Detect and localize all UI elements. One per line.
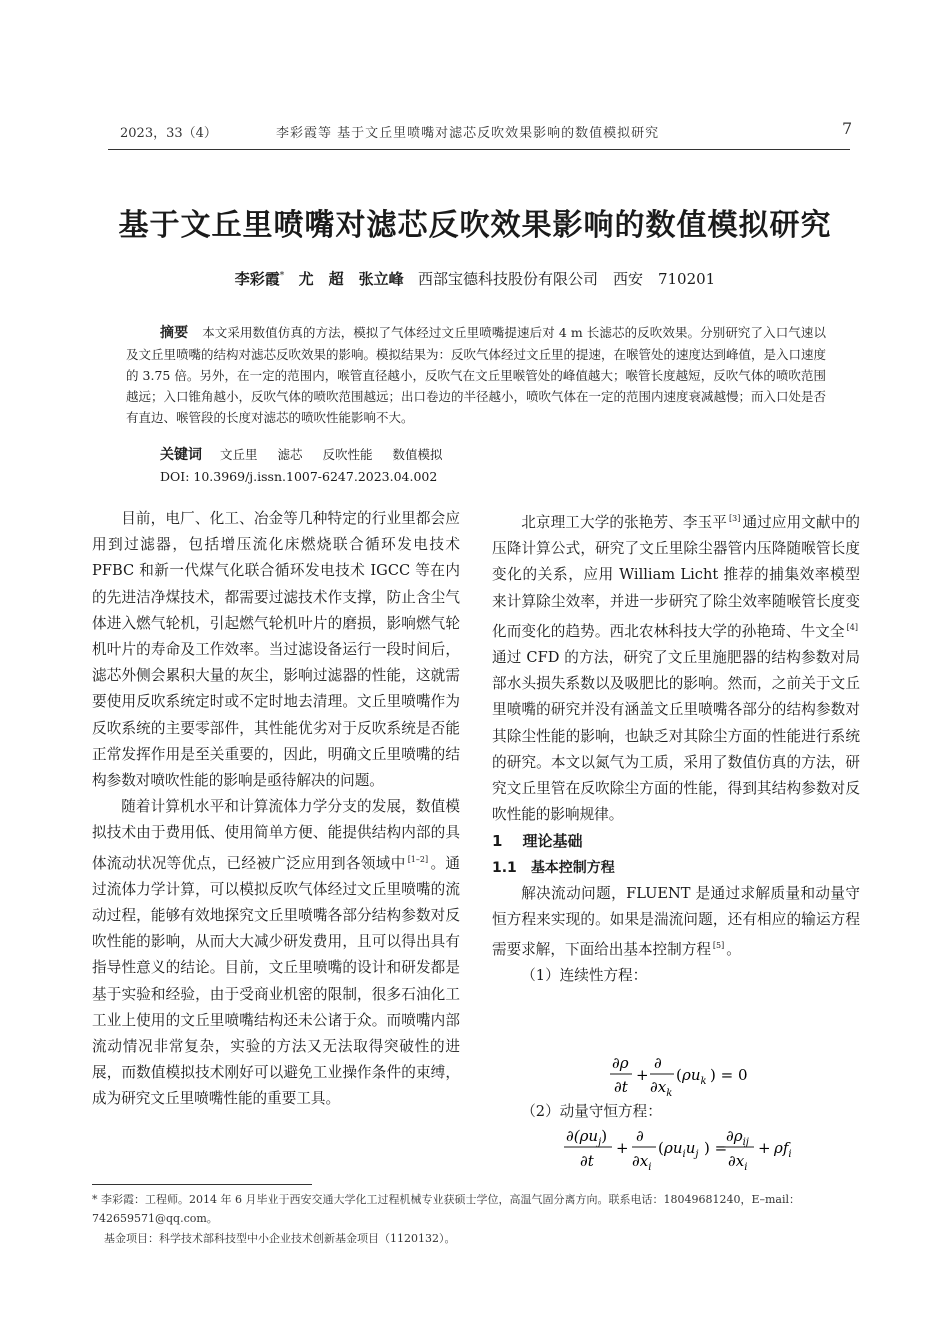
section-number: 1 — [492, 832, 503, 851]
svg-text:+: + — [758, 1139, 771, 1157]
first-author: 李彩霞 — [234, 270, 280, 288]
svg-text:(: ( — [658, 1139, 664, 1157]
header-rule — [108, 149, 850, 150]
article-title: 基于文丘里喷嘴对滤芯反吹效果影响的数值模拟研究 — [118, 208, 832, 243]
abstract — [126, 322, 826, 428]
paragraph-text: 通过应用文献中的压降计算公式，研究了文丘里除尘器管内压降随喉管长度变化的关系，应用 William Licht 推荐的捕集效率模型来计算除尘效率，并进一步研究了除尘效率随喉管长度变化而变化的趋势。西北农林科技大学的孙艳琦、牛文全 — [492, 514, 860, 640]
running-title: 李彩霞等 基于文丘里喷嘴对滤芯反吹效果影响的数值模拟研究 — [276, 126, 660, 141]
svg-text:∂t: ∂t — [614, 1078, 628, 1096]
footnote-rule — [92, 1184, 312, 1185]
co-authors: 尤 超 张立峰 — [298, 270, 404, 288]
paragraph — [492, 881, 860, 964]
keyword: 反吹性能 — [322, 447, 373, 462]
svg-text:) = 0: ) = 0 — [710, 1066, 748, 1084]
momentum-equation — [564, 1125, 804, 1173]
svg-text:+: + — [636, 1066, 649, 1084]
paragraph-text: 。 — [726, 941, 741, 959]
svg-text:∂xk: $\partial x_k$ — [650, 1078, 673, 1096]
citation: [3] — [729, 514, 741, 523]
left-column — [92, 506, 460, 1113]
paragraph — [492, 506, 860, 828]
page-number: 7 — [842, 119, 853, 138]
right-column — [492, 506, 860, 990]
paragraph-text: 北京理工大学的张艳芳、李玉平 — [521, 514, 728, 531]
equation-label: （2）动量守恒方程： — [521, 1103, 662, 1120]
svg-text:ρuiuj: $\rho u_iu_j$ — [664, 1139, 699, 1160]
svg-text:(: ( — [676, 1066, 682, 1084]
paragraph — [92, 794, 460, 1112]
keyword: 滤芯 — [277, 447, 303, 462]
keywords-label: 关键词 — [160, 447, 202, 463]
keywords — [160, 444, 459, 464]
abstract-text: 本文采用数值仿真的方法，模拟了气体经过文丘里喷嘴提速后对 4 m 长滤芯的反吹效果。分别研究了入口气速以及文丘里喷嘴的结构对滤芯反吹效果的影响。模拟结果为：反吹气体经过文丘里的提速，在喉管处的速度达到峰值，是入口速度的 3.75 倍。另外，在一定的范围内，喉管直径越小，反吹气在文丘里喉管处的峰值越大；喉管长度越短，反吹气体的喷吹范围越远；入口锥角越小，反吹气体的喷吹范围越远；出口卷边的半径越小，喷吹气体在一定的范围内速度衰减越慢；而入口处是否有直边、喉管段的长度对滤芯的喷吹性能影响不大。 — [126, 325, 827, 425]
subsection-heading — [492, 855, 860, 881]
affiliation: 西部宝德科技股份有限公司 西安 710201 — [417, 270, 716, 288]
citation: [5] — [712, 941, 725, 951]
svg-text:) =: ) = — [704, 1139, 728, 1157]
svg-text:∂ρij: $\partial\rho_{ij}$ — [726, 1127, 749, 1148]
citation: [1–2] — [407, 854, 429, 864]
svg-text:∂: ∂ — [654, 1054, 662, 1072]
svg-text:∂(ρuj): $\partial(\rho u_j)$ — [566, 1127, 608, 1148]
keyword: 数值模拟 — [392, 447, 443, 462]
svg-text:ρfi: $\rho f_i$ — [774, 1139, 792, 1160]
svg-text:∂: ∂ — [636, 1127, 644, 1145]
svg-text:∂t: ∂t — [580, 1152, 594, 1170]
keyword: 文丘里 — [219, 447, 258, 462]
svg-text:∂xi: $\partial x_i$ — [728, 1152, 748, 1173]
author-footnote: * 李彩霞：工程师。2014 年 6 月毕业于西安交通大学化工过程机械专业获硕士学位，高温气固分离方向。联系电话：18049681240，E–mail：742659571@qq.com。 — [92, 1193, 801, 1225]
abstract-label: 摘要 — [160, 325, 189, 341]
author-line — [0, 268, 950, 289]
equation-label-momentum — [492, 1099, 860, 1125]
issue-info: 2023，33（4） — [120, 126, 217, 141]
continuity-equation — [610, 1052, 750, 1096]
subsection-number: 1.1 — [492, 859, 517, 876]
paragraph-text: 解决流动问题，FLUENT 是通过求解质量和动量守恒方程来实现的。如果是湍流问题，还有相应的输运方程需要求解，下面给出基本控制方程 — [492, 884, 860, 959]
section-title: 理论基础 — [522, 832, 583, 851]
equation-label: （1）连续性方程： — [521, 967, 648, 985]
paragraph-text: 随着计算机水平和计算流体力学分支的发展，数值模拟技术由于费用低、使用简单方便、能提供结构内部的具体流动状况等优点，已经被广泛应用到各领域中 — [92, 798, 460, 872]
svg-text:ρuk: $\rho u_k$ — [682, 1066, 707, 1087]
section-heading — [492, 828, 860, 854]
svg-text:+: + — [616, 1139, 629, 1157]
citation: [4] — [846, 622, 858, 632]
paragraph: 目前，电厂、化工、冶金等几种特定的行业里都会应用到过滤器，包括增压流化床燃烧联合循环发电技术 PFBC 和新一代煤气化联合循环发电技术 IGCC 等在内的先进洁净煤技术，都需要过滤技术作支撑，防止含尘气体进入燃气轮机，引起燃气轮机叶片的磨损，影响燃气轮机叶片的寿命及工作效率。当过滤设备运行一段时间后，滤芯外侧会累积大量的灰尘，影响过滤器的性能，这就需要使用反吹系统定时或不定时地去清理。文丘里喷嘴作为反吹系统的主要零部件，其性能优劣对于反吹系统是否能正常发挥作用是至关重要的，因此，明确文丘里喷嘴的结构参数对喷吹性能的影响是亟待解决的问题。 — [92, 510, 460, 790]
svg-text:∂ρ: ∂ρ — [612, 1054, 629, 1072]
doi: DOI: 10.3969/j.issn.1007-6247.2023.04.002 — [160, 469, 438, 484]
paragraph-text: 通过 CFD 的方法，研究了文丘里施肥器的结构参数对局部水头损失系数以及吸肥比的影响。然而，之前关于文丘里喷嘴的研究并没有涵盖文丘里喷嘴各部分的结构参数对其除尘性能的影响，也缺乏对其除尘方面的性能进行系统的研究。本文以氮气为工质，采用了数值仿真的方法，研究文丘里管在反吹除尘方面的性能，得到其结构参数对反吹性能的影响规律。 — [492, 649, 860, 824]
author-mark: * — [279, 271, 285, 281]
fund-footnote: 基金项目：科学技术部科技型中小企业技术创新基金项目（1120132）。 — [104, 1232, 456, 1245]
paragraph-text: 。通过流体力学计算，可以模拟反吹气体经过文丘里喷嘴的流动过程，能够有效地探究文丘里喷嘴各部分结构参数对反吹性能的影响，从而大大减少研发费用，且可以得出具有指导性意义的结论。目前，文丘里喷嘴的设计和研发都是基于实验和经验，由于受商业机密的限制，很多石油化工工业上使用的文丘里喷嘴结构还未公诸于众。而喷嘴内部流动情况非常复杂，实验的方法又无法取得突破性的进展，而数值模拟技术刚好可以避免工业操作条件的束缚，成为研究文丘里喷嘴性能的重要工具。 — [92, 854, 460, 1108]
svg-text:∂xi: $\partial x_i$ — [632, 1152, 652, 1173]
subsection-title: 基本控制方程 — [530, 859, 615, 876]
